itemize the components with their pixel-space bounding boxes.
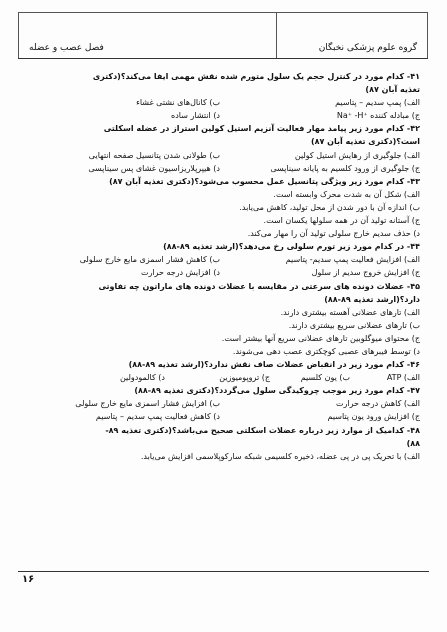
question-text: ۸۸) xyxy=(406,438,420,448)
question-text: است؟(دکتری تغذیه آبان ۸۷) xyxy=(310,137,420,147)
option-text: د) انتشار ساده xyxy=(171,111,220,121)
option-text: ب) یون کلسیم xyxy=(300,373,350,383)
option-text: ب) اندازه آن با دور شدن از محل تولید، کاهش می‌یابد. xyxy=(239,202,420,212)
option-line xyxy=(32,98,420,111)
option-line xyxy=(32,203,420,216)
option-text: د) کالمودولین xyxy=(119,373,165,383)
option-text: ج) افزایش ورود یون پتاسیم xyxy=(327,412,420,422)
question-text: ۴۵- عضلات دونده های سرعتی در مقایسه با عضلات دونده های ماراتون چه تفاوتی xyxy=(98,281,420,291)
option-text: ج) تروپومیوزین xyxy=(219,373,270,383)
question-line xyxy=(32,242,420,255)
page-header xyxy=(18,12,428,59)
question-line xyxy=(32,282,420,295)
option-text: الف) شکل آن به شدت محرک وابسته است. xyxy=(273,189,420,199)
page-number: ۱۶ xyxy=(22,574,35,585)
question-text: ۴۴- در کدام مورد زیر تورم سلولی رخ می‌دهد؟(ارشد تغذیه ۸۹-۸۸) xyxy=(163,242,420,252)
option-text: الف) پمپ سدیم – پتاسیم xyxy=(335,98,420,108)
question-line xyxy=(32,72,420,85)
option-text: ج) محتوای میوگلوبین تارهای عضلانی سریع آنها بیشتر است. xyxy=(221,333,420,343)
option-text: ب) کانال‌های نشتی غشاء xyxy=(136,98,220,108)
question-text: ۴۶- کدام مورد زیر در انقباض عضلات صاف نقش ندارد؟(ارشد تغذیه ۸۹-۸۸) xyxy=(128,360,420,370)
question-line xyxy=(32,360,420,373)
option-text: ب) افزایش فشار اسمزی مایع خارج سلولی xyxy=(75,399,220,409)
question-text: ۴۳- کدام مورد زیر ویژگی پتانسیل عمل محسوب می‌شود؟(دکتری تغذیه آبان ۸۷) xyxy=(109,176,420,186)
option-line xyxy=(32,452,420,465)
option-line xyxy=(32,268,420,281)
question-text: ۴۸- کدامیک از موارد زیر درباره عضلات اسکلتی صحیح می‌باشد؟(دکتری تغذیه ۸۹- xyxy=(105,425,420,435)
option-line xyxy=(32,399,420,412)
option-text: الف) جلوگیری از رهایش استیل کولین xyxy=(294,150,420,160)
option-line xyxy=(32,347,420,360)
questions-content xyxy=(32,72,420,465)
question-text: ۴۷- کدام مورد زیر موجب چروکیدگی سلول می‌گردد؟(دکتری تغذیه ۸۹-۸۸) xyxy=(134,386,420,396)
question-line xyxy=(32,295,420,308)
option-line xyxy=(32,373,420,386)
header-right-box xyxy=(276,12,428,59)
option-text: ج) افزایش خروج سدیم از سلول xyxy=(311,268,420,278)
option-text: الف) کاهش درجه حرارت xyxy=(336,399,420,409)
book-title: گروه علوم پزشکی نخبگان xyxy=(318,43,417,53)
option-text: ب) طولانی شدن پتانسیل صفحه انتهایی xyxy=(88,150,220,160)
option-line xyxy=(32,308,420,321)
option-text: الف) تارهای عضلانی آهسته بیشتری دارند. xyxy=(280,307,420,317)
question-line xyxy=(32,439,420,452)
option-text: د) کاهش فعالیت پمپ سدیم – پتاسیم xyxy=(95,412,220,422)
option-text: الف) افزایش فعالیت پمپ سدیم- پتاسیم xyxy=(285,255,420,265)
option-text: د) هیپرپلاریزاسیون غشای پس سیناپسی xyxy=(88,163,220,173)
question-line xyxy=(32,426,420,439)
option-text: ج) مبادله کننده ⁺Na⁺ -H xyxy=(336,111,420,121)
footer-rule xyxy=(18,571,429,572)
question-text: تغذیه آبان ۸۷) xyxy=(365,85,420,95)
option-text: ب) کاهش فشار اسمزی مایع خارج سلولی xyxy=(79,255,220,265)
option-line xyxy=(32,190,420,203)
option-text: د) حذف سدیم خارج سلولی تولید آن را مهار می‌کند. xyxy=(247,229,420,239)
option-text: د) افزایش درجه حرارت xyxy=(140,268,220,278)
header-rule xyxy=(18,58,428,59)
option-line xyxy=(32,111,420,124)
question-line xyxy=(32,124,420,137)
option-line xyxy=(32,255,420,268)
question-line xyxy=(32,386,420,399)
option-line xyxy=(32,412,420,425)
option-line xyxy=(32,151,420,164)
option-line xyxy=(32,229,420,242)
option-line xyxy=(32,164,420,177)
header-left-box xyxy=(18,12,277,59)
question-text: ۴۲- کدام مورد زیر پیامد مهار فعالیت آنزیم استیل کولین استراز در عضله اسکلتی xyxy=(103,124,420,134)
option-text: د) توسط فیبرهای عصبی کوچکتری عصب دهی می‌شوند. xyxy=(232,346,420,356)
page-footer xyxy=(18,571,429,587)
question-text: ۴۱- کدام مورد در کنترل حجم یک سلول متورم شده نقش مهمی ایفا می‌کند؟(دکتری xyxy=(92,72,420,81)
chapter-title: فصل عصب و عضله xyxy=(29,43,104,53)
question-line xyxy=(32,177,420,190)
option-text: ج) جلوگیری از ورود کلسیم به پایانه سیناپسی xyxy=(270,163,420,173)
option-text: ب) تارهای عضلانی سریع بیشتری دارند. xyxy=(288,320,420,330)
option-text: الف) ATP xyxy=(386,373,420,383)
question-line xyxy=(32,85,420,98)
option-line xyxy=(32,334,420,347)
option-text: الف) با تحریک پی در پی عضله، ذخیره کلسیمی شبکه سارکوپلاسمی افزایش می‌یابد. xyxy=(140,451,420,461)
option-line xyxy=(32,216,420,229)
option-line xyxy=(32,321,420,334)
question-line xyxy=(32,137,420,150)
question-text: دارد؟(ارشد تغذیه ۸۹-۸۸) xyxy=(324,294,420,304)
option-text: ج) آستانه تولید آن در همه سلولها یکسان است. xyxy=(263,216,420,226)
